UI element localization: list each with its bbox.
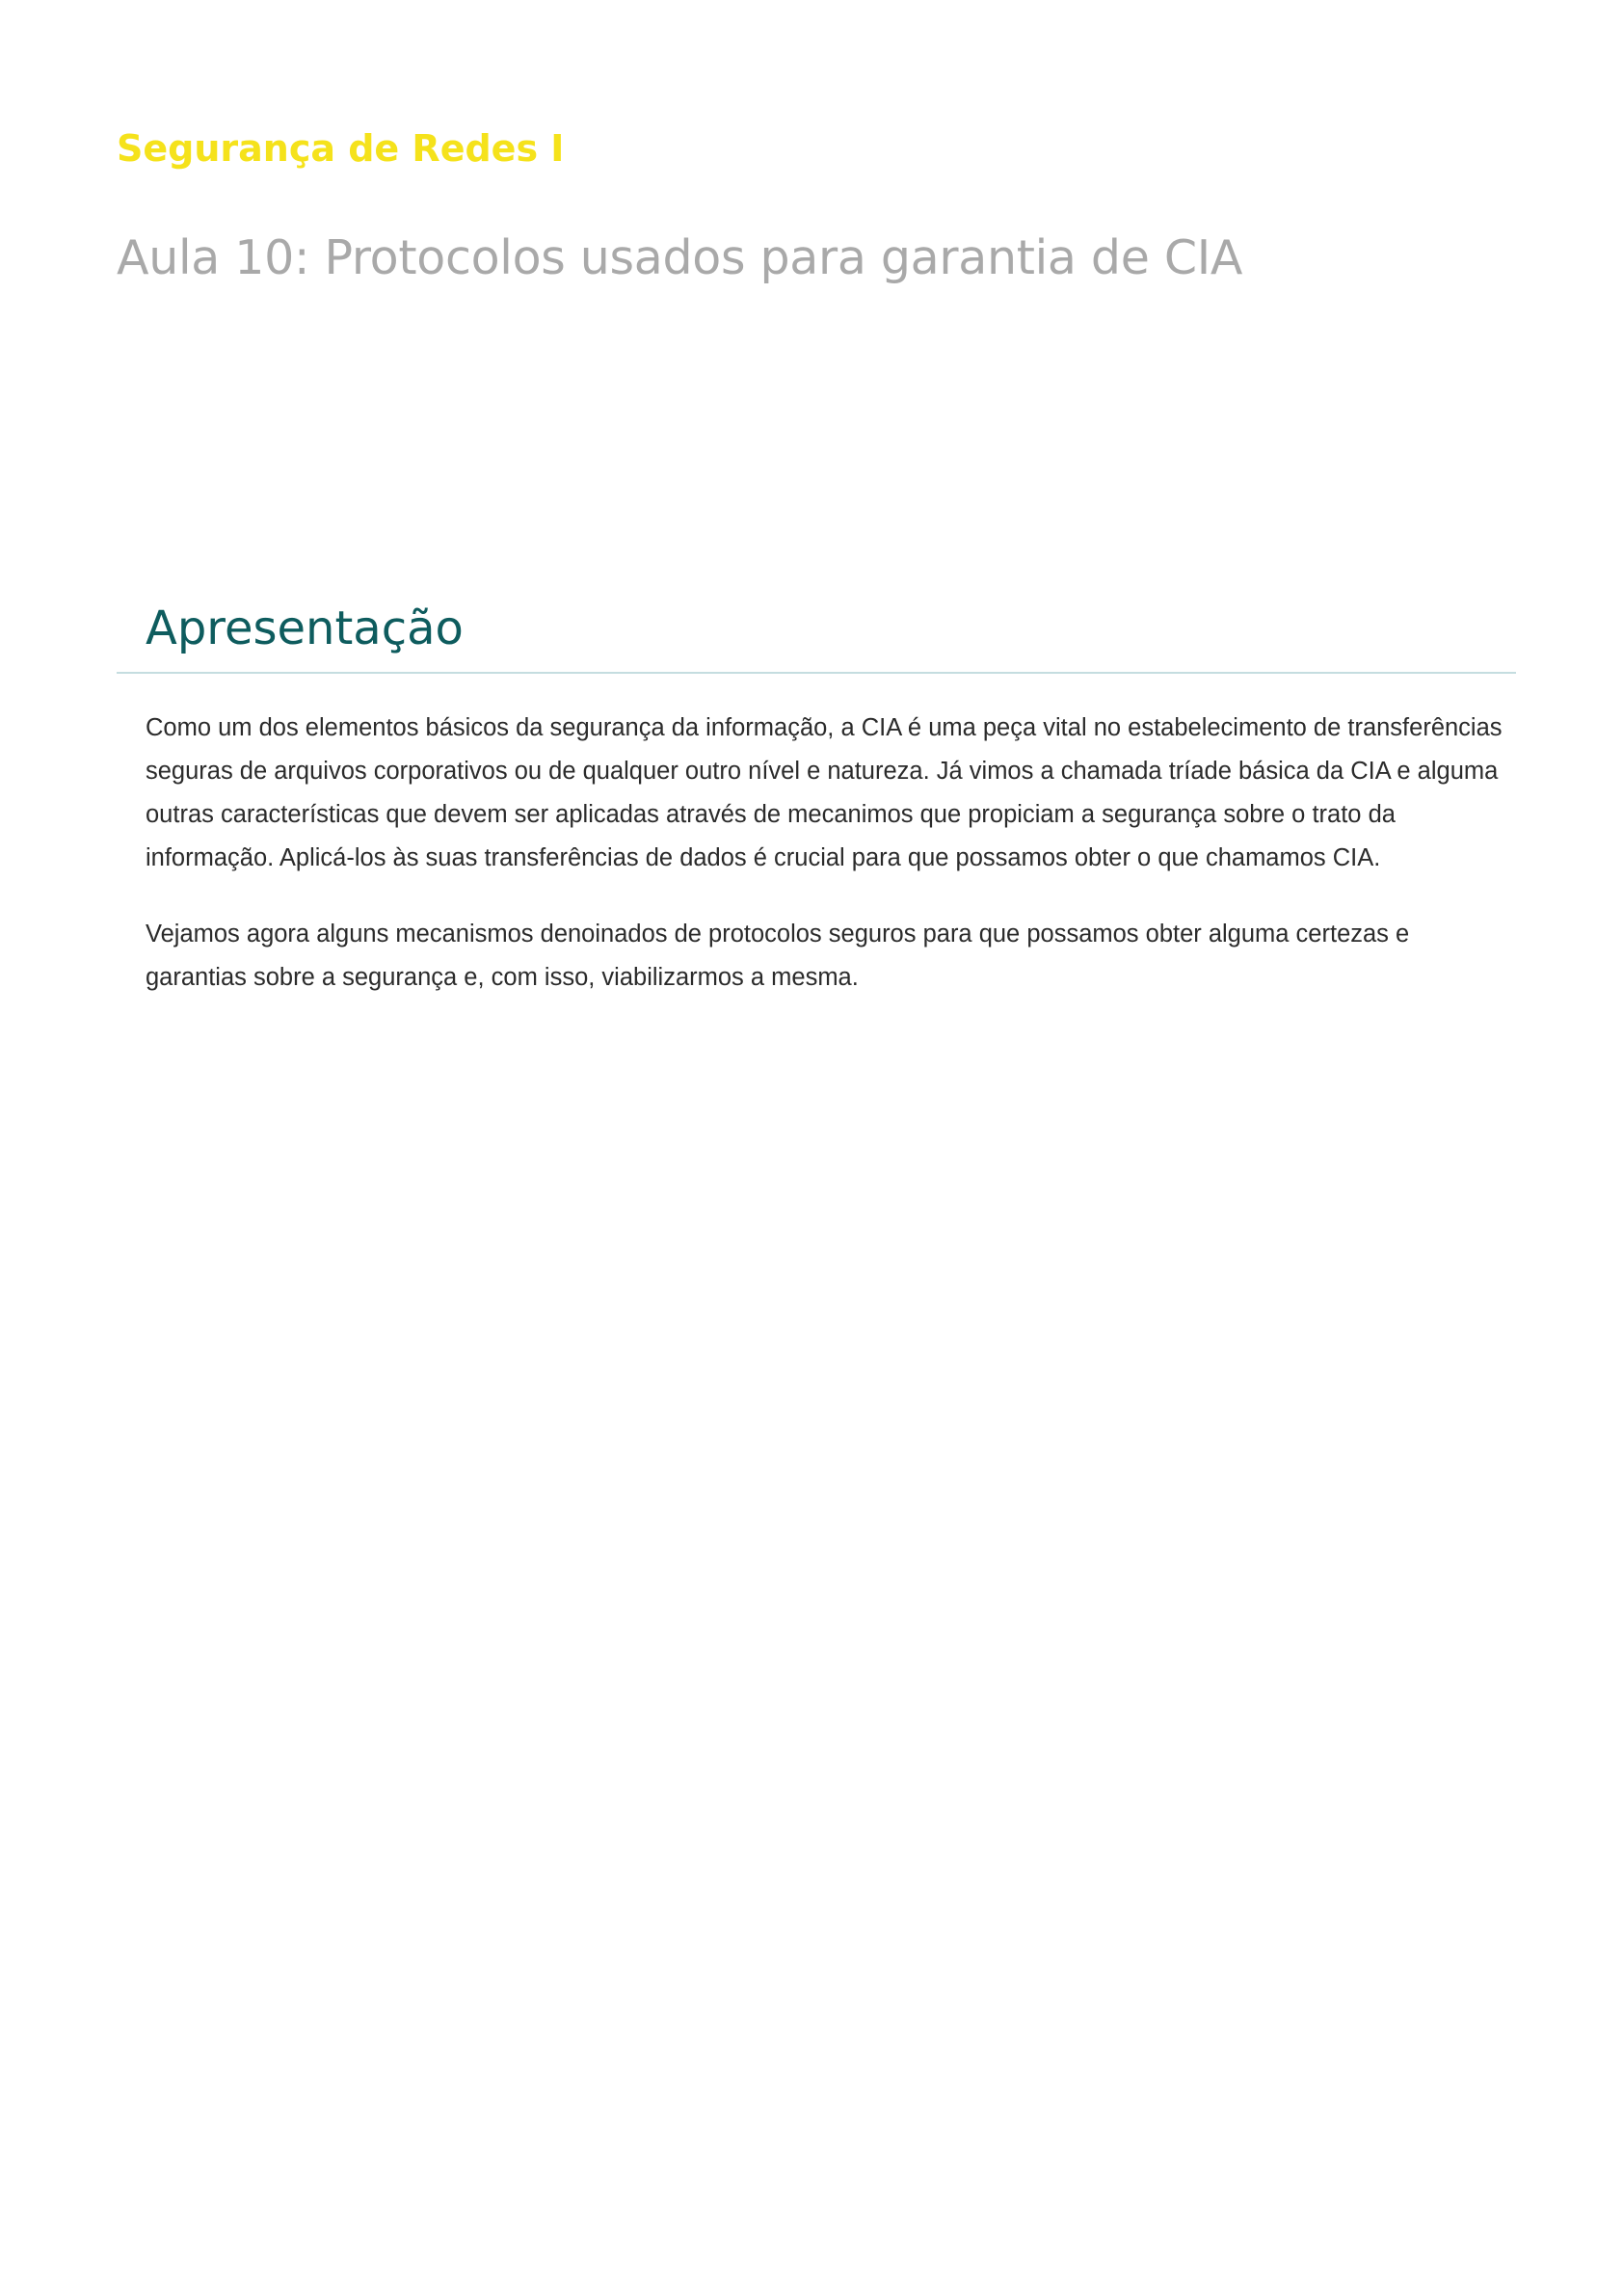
- course-title: Segurança de Redes I: [117, 127, 565, 170]
- body-paragraph: Como um dos elementos básicos da segurança da informação, a CIA é uma peça vital no estabelecimento de transferências seguras de arquivos corporativos ou de qualquer outro nível e natureza. Já vimos a chamada tríade básica da CIA e alguma outras características que devem ser aplicadas através de mecanimos que propiciam a segurança sobre o trato da informação. Aplicá-los às suas transferências de dados é crucial para que possamos obter o que chamamos CIA.: [146, 714, 1503, 871]
- section-divider: [117, 672, 1516, 674]
- section-heading-apresentacao: Apresentação: [146, 601, 464, 655]
- body-paragraph: Vejamos agora alguns mecanismos denoinados de protocolos seguros para que possamos obter alguma certezas e garantias sobre a segurança e, com isso, viabilizarmos a mesma.: [146, 921, 1410, 991]
- lesson-title: Aula 10: Protocolos usados para garantia de CIA: [117, 230, 1243, 285]
- section-body: [146, 707, 1514, 1032]
